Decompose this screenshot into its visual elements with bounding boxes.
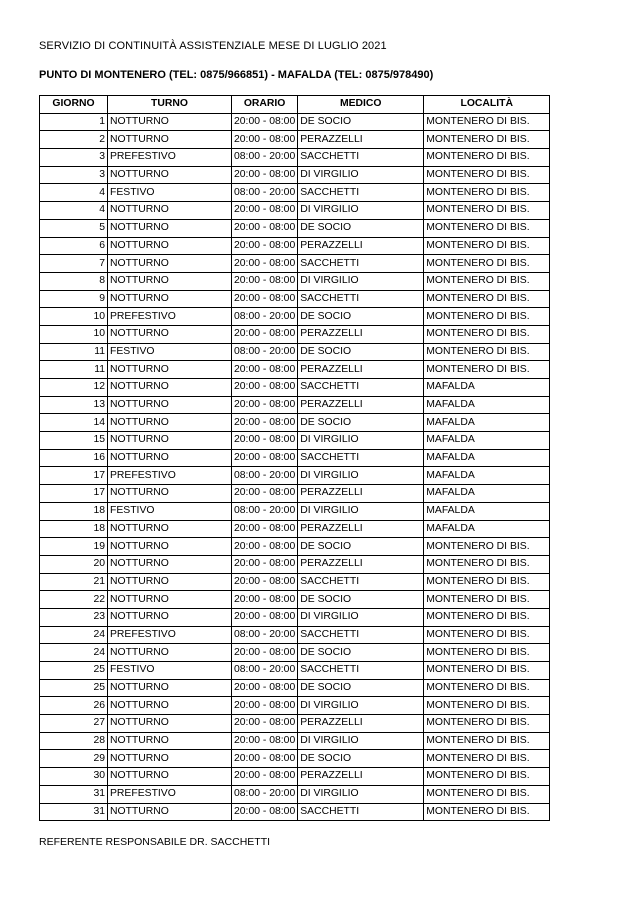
cell-medico: DE SOCIO [298, 219, 424, 237]
cell-orario: 20:00 - 08:00 [232, 750, 298, 768]
cell-orario: 20:00 - 08:00 [232, 449, 298, 467]
cell-giorno: 17 [40, 485, 108, 503]
header-giorno: GIORNO [40, 96, 108, 114]
cell-medico: PERAZZELLI [298, 361, 424, 379]
cell-turno: NOTTURNO [108, 555, 232, 573]
cell-turno: FESTIVO [108, 184, 232, 202]
cell-medico: PERAZZELLI [298, 237, 424, 255]
table-row [40, 538, 550, 556]
cell-medico: PERAZZELLI [298, 768, 424, 786]
cell-turno: NOTTURNO [108, 591, 232, 609]
cell-orario: 20:00 - 08:00 [232, 219, 298, 237]
cell-giorno: 25 [40, 679, 108, 697]
table-row [40, 343, 550, 361]
cell-medico: DE SOCIO [298, 414, 424, 432]
table-row [40, 573, 550, 591]
table-row [40, 449, 550, 467]
table-row [40, 237, 550, 255]
table-row [40, 361, 550, 379]
schedule-body [40, 113, 550, 821]
cell-giorno: 10 [40, 308, 108, 326]
cell-turno: NOTTURNO [108, 396, 232, 414]
cell-localita: MONTENERO DI BIS. [424, 662, 550, 680]
cell-turno: NOTTURNO [108, 573, 232, 591]
cell-localita: MAFALDA [424, 485, 550, 503]
cell-orario: 20:00 - 08:00 [232, 803, 298, 821]
cell-medico: DE SOCIO [298, 343, 424, 361]
cell-localita: MAFALDA [424, 467, 550, 485]
cell-turno: NOTTURNO [108, 202, 232, 220]
table-row [40, 432, 550, 450]
cell-giorno: 27 [40, 715, 108, 733]
cell-giorno: 11 [40, 361, 108, 379]
cell-giorno: 11 [40, 343, 108, 361]
cell-medico: PERAZZELLI [298, 485, 424, 503]
schedule-table [39, 95, 550, 821]
cell-medico: PERAZZELLI [298, 520, 424, 538]
cell-giorno: 22 [40, 591, 108, 609]
table-row [40, 502, 550, 520]
cell-giorno: 7 [40, 255, 108, 273]
cell-orario: 20:00 - 08:00 [232, 379, 298, 397]
cell-orario: 20:00 - 08:00 [232, 538, 298, 556]
cell-turno: NOTTURNO [108, 166, 232, 184]
cell-turno: PREFESTIVO [108, 467, 232, 485]
cell-medico: SACCHETTI [298, 662, 424, 680]
cell-medico: PERAZZELLI [298, 131, 424, 149]
document-footer: REFERENTE RESPONSABILE DR. SACCHETTI [39, 836, 271, 848]
cell-localita: MONTENERO DI BIS. [424, 325, 550, 343]
cell-medico: DE SOCIO [298, 750, 424, 768]
cell-orario: 08:00 - 20:00 [232, 662, 298, 680]
document-subtitle: PUNTO DI MONTENERO (TEL: 0875/966851) - MAFALDA (TEL: 0875/978490) [39, 69, 434, 81]
cell-giorno: 31 [40, 803, 108, 821]
cell-giorno: 16 [40, 449, 108, 467]
table-row [40, 113, 550, 131]
cell-orario: 08:00 - 20:00 [232, 467, 298, 485]
table-row [40, 485, 550, 503]
cell-orario: 20:00 - 08:00 [232, 361, 298, 379]
cell-localita: MONTENERO DI BIS. [424, 255, 550, 273]
table-row [40, 785, 550, 803]
cell-orario: 20:00 - 08:00 [232, 396, 298, 414]
cell-localita: MONTENERO DI BIS. [424, 538, 550, 556]
cell-orario: 20:00 - 08:00 [232, 591, 298, 609]
cell-localita: MONTENERO DI BIS. [424, 343, 550, 361]
cell-localita: MONTENERO DI BIS. [424, 608, 550, 626]
cell-localita: MONTENERO DI BIS. [424, 202, 550, 220]
table-row [40, 184, 550, 202]
cell-turno: NOTTURNO [108, 608, 232, 626]
cell-orario: 20:00 - 08:00 [232, 679, 298, 697]
cell-giorno: 4 [40, 184, 108, 202]
cell-turno: NOTTURNO [108, 361, 232, 379]
cell-turno: PREFESTIVO [108, 626, 232, 644]
cell-turno: FESTIVO [108, 502, 232, 520]
cell-turno: NOTTURNO [108, 768, 232, 786]
cell-orario: 08:00 - 20:00 [232, 502, 298, 520]
cell-medico: SACCHETTI [298, 449, 424, 467]
cell-turno: NOTTURNO [108, 379, 232, 397]
table-row [40, 202, 550, 220]
cell-orario: 20:00 - 08:00 [232, 608, 298, 626]
cell-orario: 20:00 - 08:00 [232, 237, 298, 255]
table-row [40, 750, 550, 768]
cell-turno: PREFESTIVO [108, 785, 232, 803]
cell-giorno: 5 [40, 219, 108, 237]
cell-turno: PREFESTIVO [108, 308, 232, 326]
table-row [40, 715, 550, 733]
cell-turno: NOTTURNO [108, 803, 232, 821]
table-row [40, 414, 550, 432]
cell-orario: 20:00 - 08:00 [232, 520, 298, 538]
table-row [40, 166, 550, 184]
cell-localita: MONTENERO DI BIS. [424, 166, 550, 184]
cell-turno: NOTTURNO [108, 272, 232, 290]
table-row [40, 467, 550, 485]
table-row [40, 131, 550, 149]
cell-turno: NOTTURNO [108, 255, 232, 273]
cell-turno: NOTTURNO [108, 538, 232, 556]
cell-giorno: 26 [40, 697, 108, 715]
cell-orario: 08:00 - 20:00 [232, 626, 298, 644]
cell-localita: MONTENERO DI BIS. [424, 149, 550, 167]
table-row [40, 555, 550, 573]
cell-localita: MONTENERO DI BIS. [424, 573, 550, 591]
cell-orario: 20:00 - 08:00 [232, 715, 298, 733]
cell-giorno: 9 [40, 290, 108, 308]
table-row [40, 662, 550, 680]
table-header-row [40, 96, 550, 114]
cell-medico: DI VIRGILIO [298, 608, 424, 626]
cell-medico: DI VIRGILIO [298, 467, 424, 485]
cell-orario: 20:00 - 08:00 [232, 202, 298, 220]
cell-orario: 20:00 - 08:00 [232, 272, 298, 290]
table-row [40, 626, 550, 644]
cell-giorno: 2 [40, 131, 108, 149]
table-row [40, 803, 550, 821]
cell-giorno: 25 [40, 662, 108, 680]
cell-turno: FESTIVO [108, 343, 232, 361]
cell-medico: SACCHETTI [298, 184, 424, 202]
table-row [40, 768, 550, 786]
cell-medico: SACCHETTI [298, 255, 424, 273]
cell-localita: MONTENERO DI BIS. [424, 679, 550, 697]
cell-orario: 08:00 - 20:00 [232, 308, 298, 326]
cell-medico: DI VIRGILIO [298, 202, 424, 220]
cell-turno: NOTTURNO [108, 290, 232, 308]
cell-localita: MONTENERO DI BIS. [424, 750, 550, 768]
cell-turno: NOTTURNO [108, 644, 232, 662]
cell-localita: MONTENERO DI BIS. [424, 803, 550, 821]
cell-orario: 08:00 - 20:00 [232, 785, 298, 803]
cell-localita: MONTENERO DI BIS. [424, 272, 550, 290]
cell-medico: SACCHETTI [298, 290, 424, 308]
cell-orario: 20:00 - 08:00 [232, 485, 298, 503]
cell-medico: DE SOCIO [298, 308, 424, 326]
table-row [40, 520, 550, 538]
cell-turno: NOTTURNO [108, 113, 232, 131]
cell-localita: MAFALDA [424, 396, 550, 414]
cell-giorno: 12 [40, 379, 108, 397]
cell-turno: NOTTURNO [108, 131, 232, 149]
cell-orario: 20:00 - 08:00 [232, 432, 298, 450]
cell-localita: MONTENERO DI BIS. [424, 732, 550, 750]
cell-localita: MONTENERO DI BIS. [424, 785, 550, 803]
cell-giorno: 4 [40, 202, 108, 220]
cell-turno: PREFESTIVO [108, 149, 232, 167]
cell-localita: MONTENERO DI BIS. [424, 219, 550, 237]
cell-medico: PERAZZELLI [298, 325, 424, 343]
cell-turno: NOTTURNO [108, 520, 232, 538]
cell-localita: MONTENERO DI BIS. [424, 697, 550, 715]
cell-giorno: 19 [40, 538, 108, 556]
cell-orario: 20:00 - 08:00 [232, 325, 298, 343]
cell-localita: MONTENERO DI BIS. [424, 131, 550, 149]
table-row [40, 591, 550, 609]
cell-medico: DE SOCIO [298, 113, 424, 131]
cell-orario: 20:00 - 08:00 [232, 768, 298, 786]
table-row [40, 272, 550, 290]
cell-giorno: 23 [40, 608, 108, 626]
cell-giorno: 3 [40, 166, 108, 184]
cell-orario: 20:00 - 08:00 [232, 166, 298, 184]
cell-turno: NOTTURNO [108, 679, 232, 697]
cell-medico: DE SOCIO [298, 538, 424, 556]
cell-giorno: 24 [40, 626, 108, 644]
cell-medico: DI VIRGILIO [298, 432, 424, 450]
cell-giorno: 18 [40, 520, 108, 538]
cell-giorno: 18 [40, 502, 108, 520]
cell-turno: NOTTURNO [108, 449, 232, 467]
header-turno: TURNO [108, 96, 232, 114]
cell-orario: 20:00 - 08:00 [232, 697, 298, 715]
table-row [40, 732, 550, 750]
cell-giorno: 8 [40, 272, 108, 290]
cell-orario: 08:00 - 20:00 [232, 343, 298, 361]
cell-localita: MONTENERO DI BIS. [424, 768, 550, 786]
cell-medico: SACCHETTI [298, 149, 424, 167]
cell-localita: MONTENERO DI BIS. [424, 626, 550, 644]
table-row [40, 679, 550, 697]
cell-medico: SACCHETTI [298, 573, 424, 591]
cell-medico: SACCHETTI [298, 626, 424, 644]
cell-localita: MAFALDA [424, 502, 550, 520]
cell-medico: SACCHETTI [298, 379, 424, 397]
header-medico: MEDICO [298, 96, 424, 114]
cell-turno: NOTTURNO [108, 219, 232, 237]
cell-giorno: 10 [40, 325, 108, 343]
cell-medico: DI VIRGILIO [298, 785, 424, 803]
cell-orario: 20:00 - 08:00 [232, 555, 298, 573]
cell-orario: 08:00 - 20:00 [232, 184, 298, 202]
cell-localita: MONTENERO DI BIS. [424, 237, 550, 255]
table-row [40, 644, 550, 662]
cell-giorno: 30 [40, 768, 108, 786]
cell-turno: NOTTURNO [108, 325, 232, 343]
cell-localita: MAFALDA [424, 449, 550, 467]
cell-turno: NOTTURNO [108, 432, 232, 450]
cell-medico: DI VIRGILIO [298, 697, 424, 715]
cell-giorno: 17 [40, 467, 108, 485]
table-row [40, 325, 550, 343]
cell-giorno: 6 [40, 237, 108, 255]
cell-turno: NOTTURNO [108, 414, 232, 432]
table-row [40, 697, 550, 715]
cell-localita: MAFALDA [424, 379, 550, 397]
cell-giorno: 20 [40, 555, 108, 573]
cell-localita: MAFALDA [424, 432, 550, 450]
cell-localita: MAFALDA [424, 414, 550, 432]
cell-turno: NOTTURNO [108, 715, 232, 733]
cell-localita: MAFALDA [424, 520, 550, 538]
cell-orario: 20:00 - 08:00 [232, 644, 298, 662]
cell-localita: MONTENERO DI BIS. [424, 555, 550, 573]
table-row [40, 219, 550, 237]
cell-giorno: 15 [40, 432, 108, 450]
cell-turno: NOTTURNO [108, 485, 232, 503]
cell-medico: DE SOCIO [298, 591, 424, 609]
cell-giorno: 14 [40, 414, 108, 432]
cell-giorno: 28 [40, 732, 108, 750]
cell-localita: MONTENERO DI BIS. [424, 644, 550, 662]
cell-localita: MONTENERO DI BIS. [424, 308, 550, 326]
header-localita: LOCALITÀ [424, 96, 550, 114]
cell-giorno: 21 [40, 573, 108, 591]
table-row [40, 255, 550, 273]
cell-medico: PERAZZELLI [298, 396, 424, 414]
table-row [40, 290, 550, 308]
cell-giorno: 3 [40, 149, 108, 167]
cell-medico: PERAZZELLI [298, 715, 424, 733]
header-orario: ORARIO [232, 96, 298, 114]
cell-localita: MONTENERO DI BIS. [424, 361, 550, 379]
table-row [40, 308, 550, 326]
cell-orario: 20:00 - 08:00 [232, 255, 298, 273]
cell-turno: FESTIVO [108, 662, 232, 680]
cell-medico: SACCHETTI [298, 803, 424, 821]
table-row [40, 379, 550, 397]
cell-turno: NOTTURNO [108, 237, 232, 255]
cell-medico: DI VIRGILIO [298, 272, 424, 290]
cell-giorno: 1 [40, 113, 108, 131]
table-row [40, 396, 550, 414]
cell-orario: 20:00 - 08:00 [232, 732, 298, 750]
cell-orario: 20:00 - 08:00 [232, 573, 298, 591]
cell-medico: DI VIRGILIO [298, 502, 424, 520]
cell-orario: 08:00 - 20:00 [232, 149, 298, 167]
table-row [40, 149, 550, 167]
cell-giorno: 13 [40, 396, 108, 414]
cell-localita: MONTENERO DI BIS. [424, 113, 550, 131]
cell-medico: PERAZZELLI [298, 555, 424, 573]
cell-orario: 20:00 - 08:00 [232, 414, 298, 432]
cell-turno: NOTTURNO [108, 732, 232, 750]
cell-localita: MONTENERO DI BIS. [424, 290, 550, 308]
cell-turno: NOTTURNO [108, 697, 232, 715]
table-row [40, 608, 550, 626]
document-title: SERVIZIO DI CONTINUITÀ ASSISTENZIALE MESE DI LUGLIO 2021 [39, 40, 387, 52]
cell-orario: 20:00 - 08:00 [232, 290, 298, 308]
cell-orario: 20:00 - 08:00 [232, 113, 298, 131]
cell-medico: DI VIRGILIO [298, 166, 424, 184]
cell-orario: 20:00 - 08:00 [232, 131, 298, 149]
cell-turno: NOTTURNO [108, 750, 232, 768]
cell-medico: DE SOCIO [298, 644, 424, 662]
cell-giorno: 29 [40, 750, 108, 768]
cell-giorno: 24 [40, 644, 108, 662]
cell-localita: MONTENERO DI BIS. [424, 591, 550, 609]
cell-localita: MONTENERO DI BIS. [424, 715, 550, 733]
cell-medico: DI VIRGILIO [298, 732, 424, 750]
cell-medico: DE SOCIO [298, 679, 424, 697]
cell-localita: MONTENERO DI BIS. [424, 184, 550, 202]
cell-giorno: 31 [40, 785, 108, 803]
